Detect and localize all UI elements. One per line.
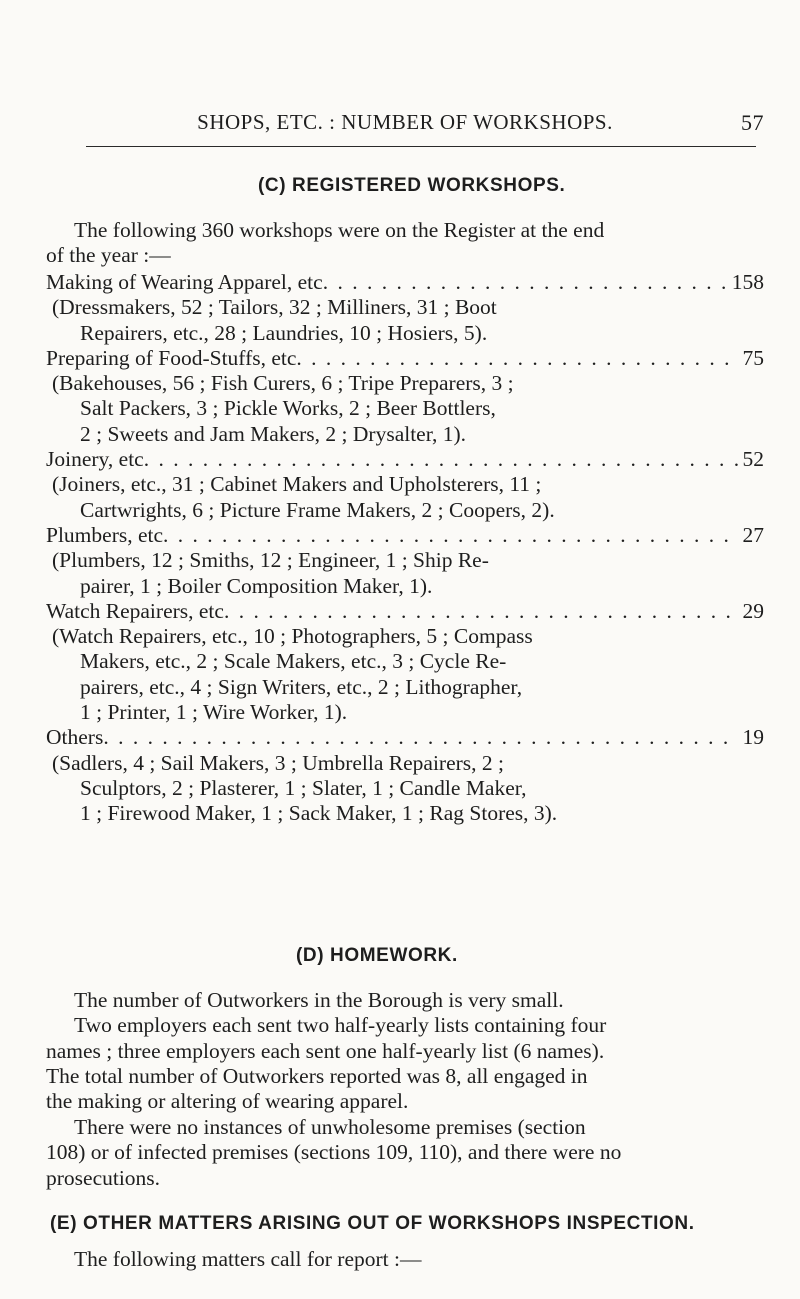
paragraph-line: The number of Outworkers in the Borough is very small. (74, 988, 564, 1012)
entry-detail-line: pairer, 1 ; Boiler Composition Maker, 1). (80, 573, 433, 598)
workshop-list (46, 270, 764, 827)
leader-dots (323, 270, 728, 295)
entry-detail-line: (Joiners, etc., 31 ; Cabinet Makers and Upholsterers, 11 ; (52, 472, 542, 497)
leader-dots (103, 725, 738, 750)
list-item (46, 346, 764, 447)
entry-detail-line: (Bakehouses, 56 ; Fish Curers, 6 ; Tripe Preparers, 3 ; (52, 371, 514, 396)
paragraph-line: There were no instances of unwholesome premises (section (74, 1115, 586, 1139)
section-d-heading: (D) HOMEWORK. (296, 945, 458, 966)
entry-count: 52 (742, 447, 764, 472)
intro-line: of the year :— (46, 243, 171, 268)
entry-detail-line: Cartwrights, 6 ; Picture Frame Makers, 2 ; Coopers, 2). (80, 497, 555, 522)
paragraph-line: prosecutions. (46, 1165, 161, 1190)
section-c-intro (46, 218, 764, 269)
section-e-intro (74, 1247, 764, 1272)
list-item (46, 599, 764, 725)
entry-detail-line: 1 ; Printer, 1 ; Wire Worker, 1). (80, 700, 348, 725)
section-d-paragraph-1 (46, 988, 764, 1114)
entry-count: 158 (731, 270, 764, 294)
entry-detail-line: (Dressmakers, 52 ; Tailors, 32 ; Milliners, 31 ; Boot (52, 295, 497, 320)
entry-detail-line: (Plumbers, 12 ; Smiths, 12 ; Engineer, 1 ; Ship Re- (52, 548, 489, 573)
list-item (46, 725, 764, 826)
entry-count: 27 (742, 522, 764, 547)
section-c-heading: (C) REGISTERED WORKSHOPS. (258, 175, 566, 196)
leader-dots (163, 523, 738, 548)
paragraph-line: Two employers each sent two half-yearly lists containing four (74, 1013, 607, 1038)
entry-label: Preparing of Food-Stuffs, etc (46, 345, 297, 370)
entry-detail-line: (Watch Repairers, etc., 10 ; Photographers, 5 ; Compass (52, 624, 533, 649)
paragraph-line: The following matters call for report :— (74, 1247, 422, 1271)
entry-detail-line: Sculptors, 2 ; Plasterer, 1 ; Slater, 1 ; Candle Maker, (80, 775, 527, 800)
header-rule (86, 146, 756, 147)
entry-detail-line: (Sadlers, 4 ; Sail Makers, 3 ; Umbrella Repairers, 2 ; (52, 750, 504, 775)
section-d-paragraph-2 (46, 1115, 764, 1191)
list-item (46, 447, 764, 523)
entry-detail-line: 2 ; Sweets and Jam Makers, 2 ; Drysalter, 1). (80, 421, 467, 446)
entry-count: 19 (742, 725, 764, 750)
entry-count: 29 (742, 598, 764, 623)
entry-detail-line: 1 ; Firewood Maker, 1 ; Sack Maker, 1 ; Rag Stores, 3). (80, 801, 558, 826)
entry-detail-line: Makers, etc., 2 ; Scale Makers, etc., 3 ; Cycle Re- (80, 649, 507, 674)
paragraph-line: names ; three employers each sent one half-yearly list (6 names). (46, 1038, 605, 1063)
list-item (46, 523, 764, 599)
running-title: SHOPS, ETC. : NUMBER OF WORKSHOPS. (197, 110, 613, 134)
leader-dots (224, 599, 739, 624)
entry-detail-line: pairers, etc., 4 ; Sign Writers, etc., 2 ; Lithographer, (80, 674, 523, 699)
list-item (46, 270, 764, 346)
entry-label: Plumbers, etc (46, 522, 164, 547)
paragraph-line: The total number of Outworkers reported was 8, all engaged in (46, 1063, 588, 1088)
leader-dots (144, 447, 739, 472)
entry-label: Watch Repairers, etc (46, 598, 224, 623)
page-number: 57 (741, 110, 764, 135)
intro-line: The following 360 workshops were on the Register at the end (74, 218, 605, 242)
section-e-heading: (E) OTHER MATTERS ARISING OUT OF WORKSHOPS INSPECTION. (50, 1213, 695, 1234)
paragraph-line: the making or altering of wearing apparel. (46, 1089, 409, 1114)
running-header (46, 110, 764, 135)
leader-dots (296, 346, 738, 371)
entry-detail-line: Salt Packers, 3 ; Pickle Works, 2 ; Beer Bottlers, (80, 396, 496, 421)
entry-label: Others (46, 725, 104, 750)
entry-count: 75 (742, 345, 764, 370)
entry-label: Joinery, etc (46, 447, 144, 472)
paragraph-line: 108) or of infected premises (sections 109, 110), and there were no (46, 1140, 622, 1165)
entry-label: Making of Wearing Apparel, etc (46, 270, 323, 294)
entry-detail-line: Repairers, etc., 28 ; Laundries, 10 ; Hosiers, 5). (80, 320, 488, 345)
